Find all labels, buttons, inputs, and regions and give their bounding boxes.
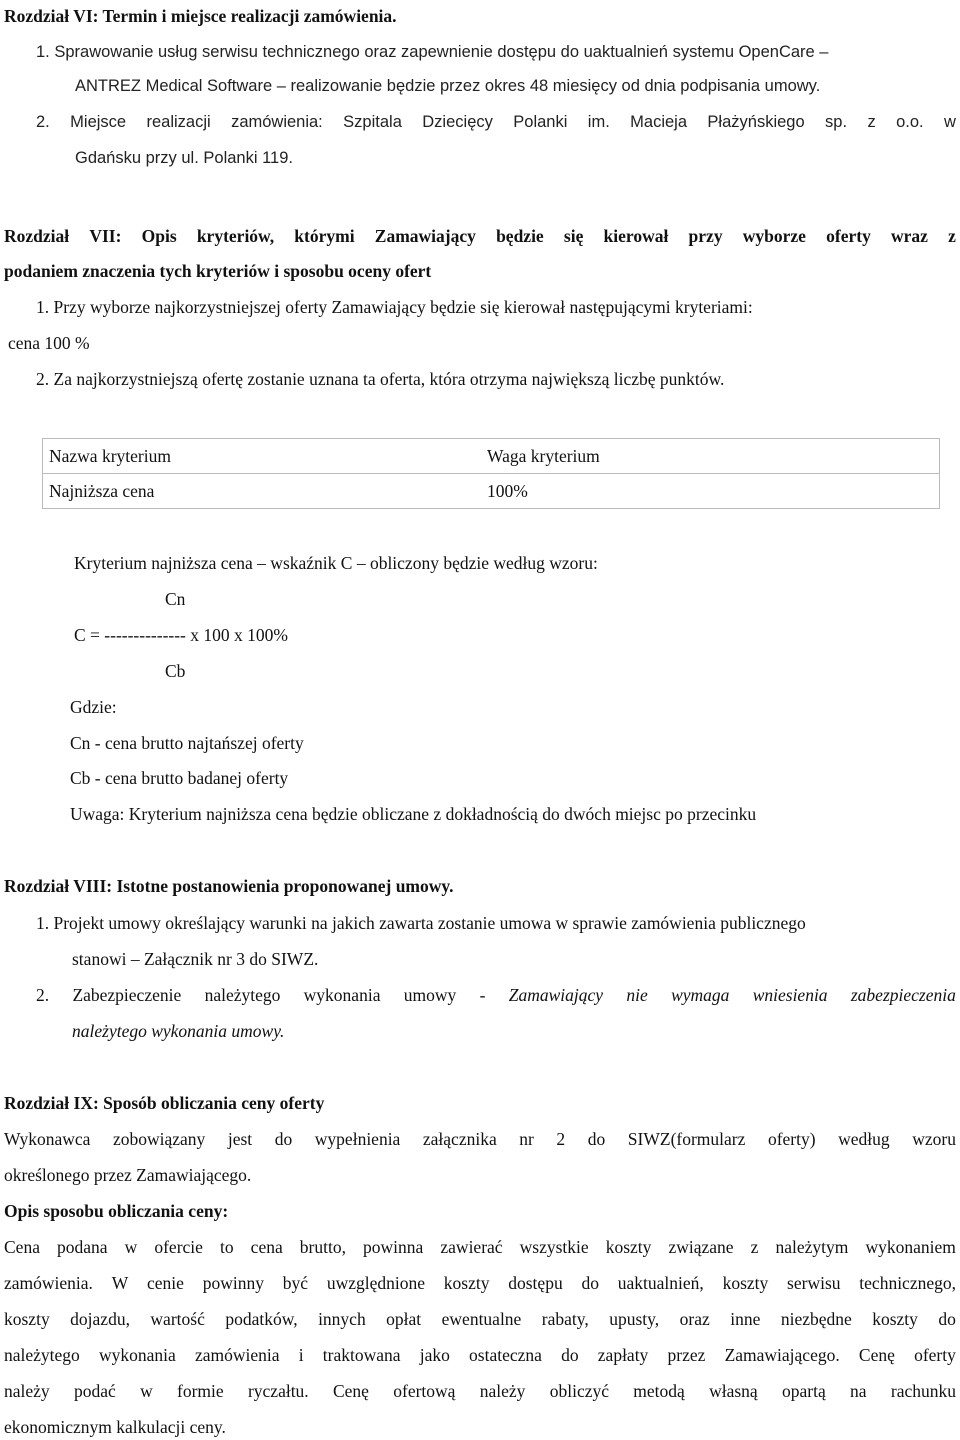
s9-paragraph-2-line-6: ekonomicznym kalkulacji ceny. [4, 1417, 226, 1437]
word: się [563, 226, 584, 246]
word: Dziecięcy [422, 113, 493, 131]
word: powinny [202, 1273, 264, 1293]
word: do [274, 1129, 293, 1149]
s9-paragraph-2-line-5 [4, 1380, 956, 1402]
formula-where-label: Gdzie: [70, 697, 117, 717]
s8-point-2-line-2: należytego wykonania umowy. [72, 1021, 285, 1041]
word: na [850, 1381, 867, 1401]
formula-definition-cb: Cb - cena brutto badanej oferty [70, 768, 289, 788]
word: Wykonawca [4, 1129, 91, 1149]
word: przy [688, 226, 723, 246]
word: realizacji [146, 113, 211, 131]
word: według [838, 1129, 890, 1149]
word: do [581, 1273, 599, 1293]
formula-numerator: Cn [165, 589, 186, 609]
word: wszystkie [519, 1237, 589, 1257]
s9-paragraph-1-line-1 [4, 1128, 956, 1150]
formula-intro: Kryterium najniższa cena – wskaźnik C – obliczony będzie według wzoru: [74, 553, 598, 573]
word: Zamawiający [374, 226, 476, 246]
word: z [867, 113, 876, 131]
word: brutto, [299, 1237, 346, 1257]
s6-point-1-line-1: 1. Sprawowanie usług serwisu technicznego oraz zapewnienie dostępu do uaktualnień systemu OpenCare – [36, 43, 829, 61]
word: z [948, 226, 956, 246]
word: 2. [36, 985, 50, 1005]
word: im. [587, 113, 610, 131]
word: zamówienia [194, 1345, 280, 1365]
section-7-title-line-1 [4, 225, 956, 247]
word: traktowana [322, 1345, 401, 1365]
s9-paragraph-1-line-2: określonego przez Zamawiającego. [4, 1165, 252, 1185]
word: będzie [496, 226, 544, 246]
word: podana [57, 1237, 108, 1257]
s9-paragraph-2-line-2 [4, 1272, 956, 1294]
word: ryczałtu. [247, 1381, 309, 1401]
word: wykonania [98, 1345, 176, 1365]
word: Płażyńskiego [707, 113, 805, 131]
word: Szpitala [343, 113, 402, 131]
s6-point-2-line-2: Gdańsku przy ul. Polanki 119. [75, 149, 293, 167]
word: Cenę [332, 1381, 369, 1401]
word: niezbędne [780, 1309, 852, 1329]
word: ewentualne [441, 1309, 522, 1329]
word: obliczyć [549, 1381, 609, 1401]
word: nie [626, 985, 648, 1005]
word: wraz [891, 226, 928, 246]
word: wypełnienia [314, 1129, 401, 1149]
word: koszty [4, 1309, 50, 1329]
table-header-cell: Nazwa kryterium [43, 439, 482, 474]
word: oferty) [767, 1129, 816, 1149]
word: cenie [147, 1273, 184, 1293]
table-header-row [43, 439, 940, 474]
word: oraz [679, 1309, 710, 1329]
word: Polanki [513, 113, 568, 131]
word: w [944, 113, 956, 131]
word: koszty [872, 1309, 918, 1329]
section-6-title: Rozdział VI: Termin i miejsce realizacji zamówienia. [4, 6, 397, 26]
word: do [561, 1345, 579, 1365]
word: jest [227, 1129, 253, 1149]
word: umowy [403, 985, 457, 1005]
word: Zamawiającego. [724, 1345, 840, 1365]
word: Cenę [858, 1345, 895, 1365]
word: opartą [782, 1381, 826, 1401]
word: w [124, 1237, 138, 1257]
table-cell: 100% [481, 474, 940, 509]
word: do [938, 1309, 956, 1329]
word: technicznego, [859, 1273, 956, 1293]
word: serwisu [787, 1273, 841, 1293]
table-header-cell: Waga kryterium [481, 439, 940, 474]
word: należytego [204, 985, 281, 1005]
word: Miejsce [70, 113, 127, 131]
s9-paragraph-2-line-1 [4, 1236, 956, 1258]
s8-point-1-line-1: 1. Projekt umowy określający warunki na jakich zawarta zostanie umowa w sprawie zamówienia publicznego [36, 913, 806, 933]
word: kierował [603, 226, 669, 246]
word: to [219, 1237, 234, 1257]
word: uaktualnień, [617, 1273, 704, 1293]
word: W [111, 1273, 129, 1293]
word: podatków, [225, 1309, 298, 1329]
word: należytym [775, 1237, 849, 1257]
word: uwzględnione [326, 1273, 425, 1293]
word: zamówienia: [231, 113, 323, 131]
s9-paragraph-2-line-4 [4, 1344, 956, 1366]
word: wniesienia [752, 985, 828, 1005]
word: rabaty, [541, 1309, 589, 1329]
word: inne [730, 1309, 761, 1329]
word: opłat [386, 1309, 422, 1329]
word: powinna [363, 1237, 424, 1257]
word: zamówienia. [4, 1273, 93, 1293]
formula-definition-cn: Cn - cena brutto najtańszej oferty [70, 733, 304, 753]
word: dostępu [508, 1273, 563, 1293]
word: ofercie [154, 1237, 203, 1257]
word: do [587, 1129, 606, 1149]
word: wymaga [671, 985, 730, 1005]
word: zobowiązany [112, 1129, 206, 1149]
word: kryteriów, [196, 226, 275, 246]
word: VII: [89, 226, 122, 246]
word: Rozdział [4, 226, 70, 246]
word: wyborze [742, 226, 806, 246]
word: załącznika [422, 1129, 497, 1149]
word: upusty, [609, 1309, 660, 1329]
section-9-title: Rozdział IX: Sposób obliczania ceny oferty [4, 1093, 325, 1113]
word: zapłaty [597, 1345, 649, 1365]
word: którymi [294, 226, 355, 246]
word: Opis [141, 226, 177, 246]
word: wzoru [912, 1129, 956, 1149]
word: wykonania [303, 985, 381, 1005]
word: SIWZ(formularz [627, 1129, 746, 1149]
word: podać [73, 1381, 116, 1401]
word: metodą [633, 1381, 685, 1401]
word: wartość [150, 1309, 205, 1329]
table-row [43, 474, 940, 509]
s7-point-1: 1. Przy wyborze najkorzystniejszej oferty Zamawiający będzie się kierował następującymi kryteriami: [36, 297, 753, 317]
word: związane [668, 1237, 734, 1257]
word: Zamawiający [508, 985, 604, 1005]
word: dojazdu, [70, 1309, 130, 1329]
word: własną [709, 1381, 758, 1401]
word: innych [318, 1309, 366, 1329]
word: ostateczna [469, 1345, 542, 1365]
word: Macieja [630, 113, 688, 131]
s7-point-1-cont: cena 100 % [8, 333, 90, 353]
word: nr [519, 1129, 534, 1149]
word: oferty [914, 1345, 956, 1365]
word: Cena [4, 1237, 40, 1257]
formula-denominator: Cb [165, 661, 186, 681]
word: formie [177, 1381, 224, 1401]
word: zabezpieczenia [850, 985, 956, 1005]
word: - [479, 985, 486, 1005]
s9-paragraph-2-line-3 [4, 1308, 956, 1330]
word: koszty [605, 1237, 652, 1257]
s8-point-2-line-1 [36, 984, 956, 1006]
s6-point-1-line-2: ANTREZ Medical Software – realizowanie będzie przez okres 48 miesięcy od dnia podpisania umowy. [75, 77, 821, 95]
word: być [282, 1273, 309, 1293]
word: Zabezpieczenie [72, 985, 182, 1005]
section-7-title-line-2: podaniem znaczenia tych kryteriów i sposobu oceny ofert [4, 261, 432, 281]
word: należytego [4, 1345, 80, 1365]
word: koszty [443, 1273, 490, 1293]
word: wykonaniem [865, 1237, 956, 1257]
table-cell: Najniższa cena [43, 474, 482, 509]
word: zawierać [440, 1237, 503, 1257]
formula-note: Uwaga: Kryterium najniższa cena będzie obliczane z dokładnością do dwóch miejsc po przecinku [70, 804, 757, 824]
word: należy [479, 1381, 526, 1401]
s7-point-2: 2. Za najkorzystniejszą ofertę zostanie uznana ta oferta, która otrzyma największą liczbę punktów. [36, 369, 725, 389]
word: z [750, 1237, 759, 1257]
word: o.o. [896, 113, 924, 131]
word: należy [4, 1381, 50, 1401]
word: 2 [556, 1129, 566, 1149]
word: 2. [36, 113, 50, 131]
word: oferty [826, 226, 871, 246]
s6-point-2-line-1 [36, 111, 956, 133]
word: rachunku [890, 1381, 956, 1401]
formula-equation: C = -------------- x 100 x 100% [74, 625, 288, 645]
criteria-table [42, 438, 940, 509]
s8-point-1-line-2: stanowi – Załącznik nr 3 do SIWZ. [72, 949, 319, 969]
section-8-title: Rozdział VIII: Istotne postanowienia proponowanej umowy. [4, 876, 454, 896]
word: koszty [722, 1273, 769, 1293]
word: cena [250, 1237, 283, 1257]
word: w [140, 1381, 153, 1401]
word: przez [667, 1345, 706, 1365]
word: i [298, 1345, 304, 1365]
word: ofertową [393, 1381, 456, 1401]
word: jako [419, 1345, 450, 1365]
s9-subtitle: Opis sposobu obliczania ceny: [4, 1201, 229, 1221]
word: sp. [825, 113, 848, 131]
